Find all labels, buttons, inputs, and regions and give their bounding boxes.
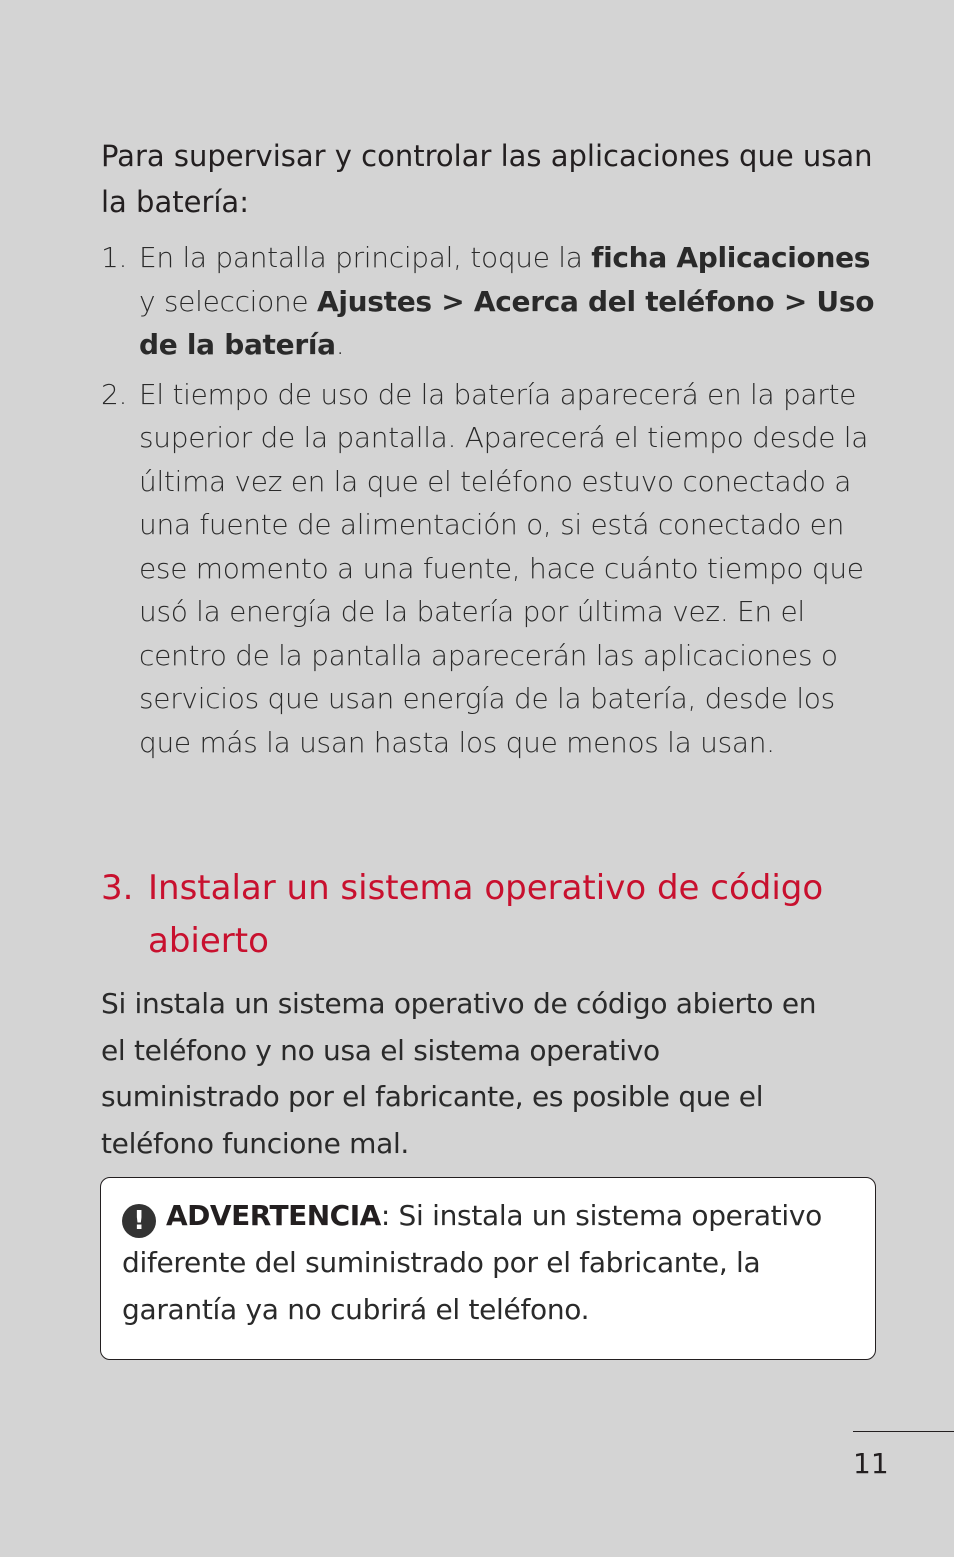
step-number: 2. xyxy=(101,377,128,411)
step-number: 1. xyxy=(101,241,128,274)
section-title: Instalar un sistema operativo de código abierto xyxy=(148,868,824,961)
section-heading xyxy=(101,862,881,968)
step-text: El tiempo de uso de la batería aparecerá en la parte superior de la pantalla. Aparecerá el tiempo desde la última vez en la que el teléfono estuvo conectado a una fuente de alimentación o, si está conectado en ese momento a una fuente, hace cuánto tiempo que usó la energía de la batería por última vez. En el centro de la pantalla aparecerán las aplicaciones o servicios que usan energía de la batería, desde los que más la usan hasta los que menos la usan. xyxy=(139,377,869,759)
page-number: 11 xyxy=(853,1447,889,1480)
exclamation-icon: ! xyxy=(122,1204,156,1238)
step-bold-text: Ajustes > Acerca del teléfono > Uso de la batería xyxy=(139,284,875,361)
warning-label: ADVERTENCIA xyxy=(166,1199,381,1232)
section-number: 3. xyxy=(101,868,134,908)
step-text: . xyxy=(335,328,345,361)
step-bold-text: ficha Aplicaciones xyxy=(591,241,871,274)
list-item xyxy=(101,373,891,765)
section-body: Si instala un sistema operativo de código abierto en el teléfono y no usa el sistema operativo suministrado por el fabricante, es posible que el teléfono funcione mal. xyxy=(101,987,817,1160)
steps-list xyxy=(101,236,891,764)
step-text: En la pantalla principal, toque la xyxy=(139,241,592,274)
step-text: y seleccione xyxy=(139,284,317,318)
page-divider xyxy=(853,1431,954,1432)
warning-box xyxy=(100,1177,876,1360)
warning-text: : Si instala un sistema operativo diferente del suministrado por el fabricante, la garantía ya no cubrirá el teléfono. xyxy=(122,1199,822,1326)
list-item xyxy=(101,236,891,367)
intro-heading: Para supervisar y controlar las aplicaciones que usan la batería: xyxy=(101,139,873,219)
